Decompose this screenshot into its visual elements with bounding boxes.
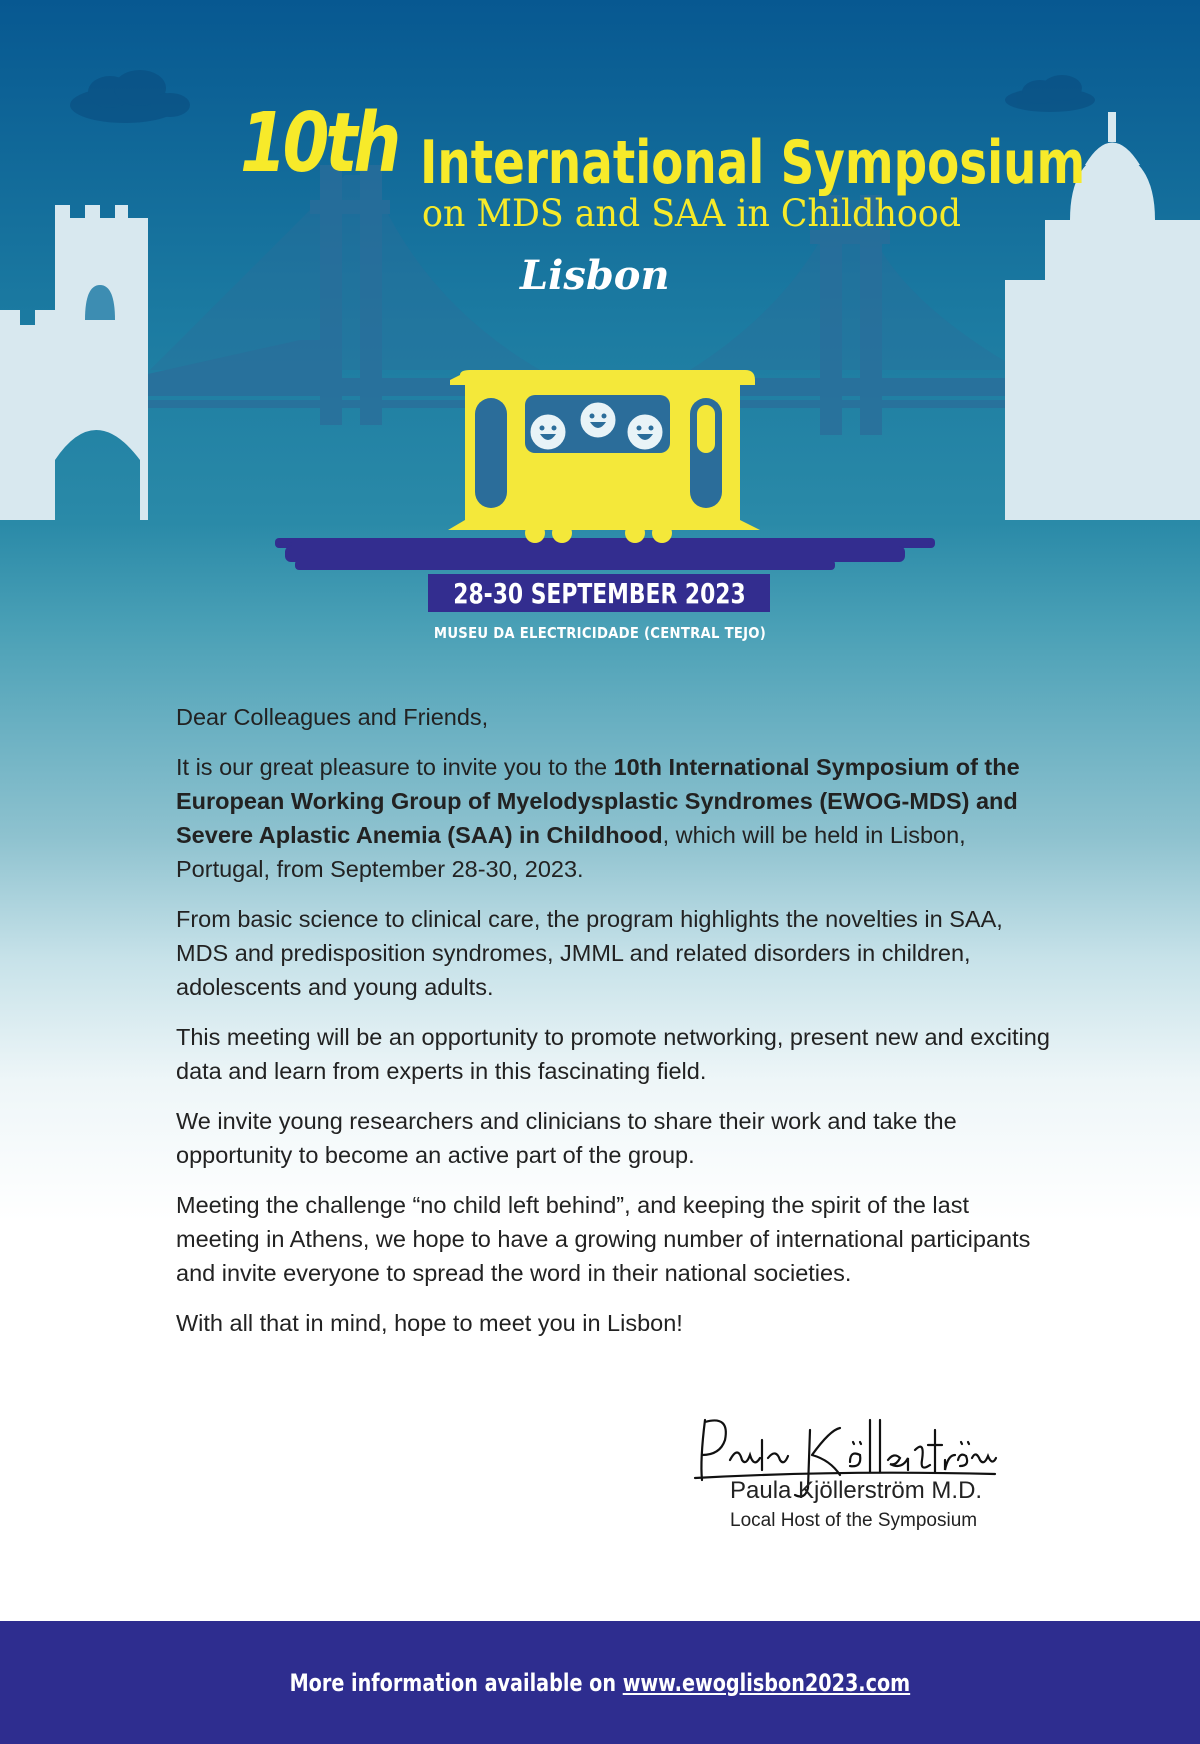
signatory-name: Paula Kjöllerström M.D. xyxy=(730,1477,983,1504)
date-badge xyxy=(428,574,770,612)
symposium-title: International Symposium xyxy=(420,128,1086,198)
paragraph-closing: With all that in mind, hope to meet you in Lisbon! xyxy=(176,1310,683,1336)
symposium-full-name: 10th International Symposium of the European Working Group of Myelodysplastic Syndromes (EWOG-MDS) and Severe Aplastic Anemia (SAA) in Childhood xyxy=(176,754,1020,848)
website-link[interactable]: www.ewoglisbon2023.com xyxy=(622,1668,911,1697)
castle-illustration xyxy=(0,205,148,520)
greeting: Dear Colleagues and Friends, xyxy=(176,704,489,730)
signatory-role: Local Host of the Symposium xyxy=(730,1510,978,1531)
paragraph-challenge: Meeting the challenge “no child left behind”, and keeping the spirit of the last meeting in Athens, we hope to have a growing number of international participants and invite everyone to spread the word in their national societies. xyxy=(176,1192,1031,1286)
cloud-left-icon xyxy=(70,70,190,123)
symposium-subtitle: on MDS and SAA in Childhood xyxy=(422,192,962,235)
paragraph-intro: It is our great pleasure to invite you to the 10th International Symposium of the European Working Group of Myelodysplastic Syndromes (EWOG-MDS) and Severe Aplastic Anemia (SAA) in Childhood, which will be held in Lisbon, Portugal, from September 28-30, 2023. xyxy=(176,754,1020,882)
edition-number: 10th xyxy=(240,96,398,191)
footer-bar xyxy=(0,1621,1200,1744)
paragraph-program: From basic science to clinical care, the program highlights the novelties in SAA, MDS and predisposition syndromes, JMML and related disorders in children, adolescents and young adults. xyxy=(176,906,1003,1000)
venue-label: MUSEU DA ELECTRICIDADE (CENTRAL TEJO) xyxy=(433,624,767,642)
cloud-right-icon xyxy=(1005,75,1095,112)
brush-stroke xyxy=(275,538,935,570)
footer-text: More information available on www.ewoglisbon2023.com xyxy=(289,1668,911,1697)
paragraph-young-researchers: We invite young researchers and clinicians to share their work and take the opportunity to become an active part of the group. xyxy=(176,1108,957,1168)
event-dates: 28-30 SEPTEMBER 2023 xyxy=(452,576,746,610)
invitation-letter xyxy=(176,700,1056,1356)
paragraph-networking: This meeting will be an opportunity to promote networking, present new and exciting data and learn from experts in this fascinating field. xyxy=(176,1024,1050,1084)
city-label: Lisbon xyxy=(520,252,670,299)
tram-icon xyxy=(448,370,760,543)
